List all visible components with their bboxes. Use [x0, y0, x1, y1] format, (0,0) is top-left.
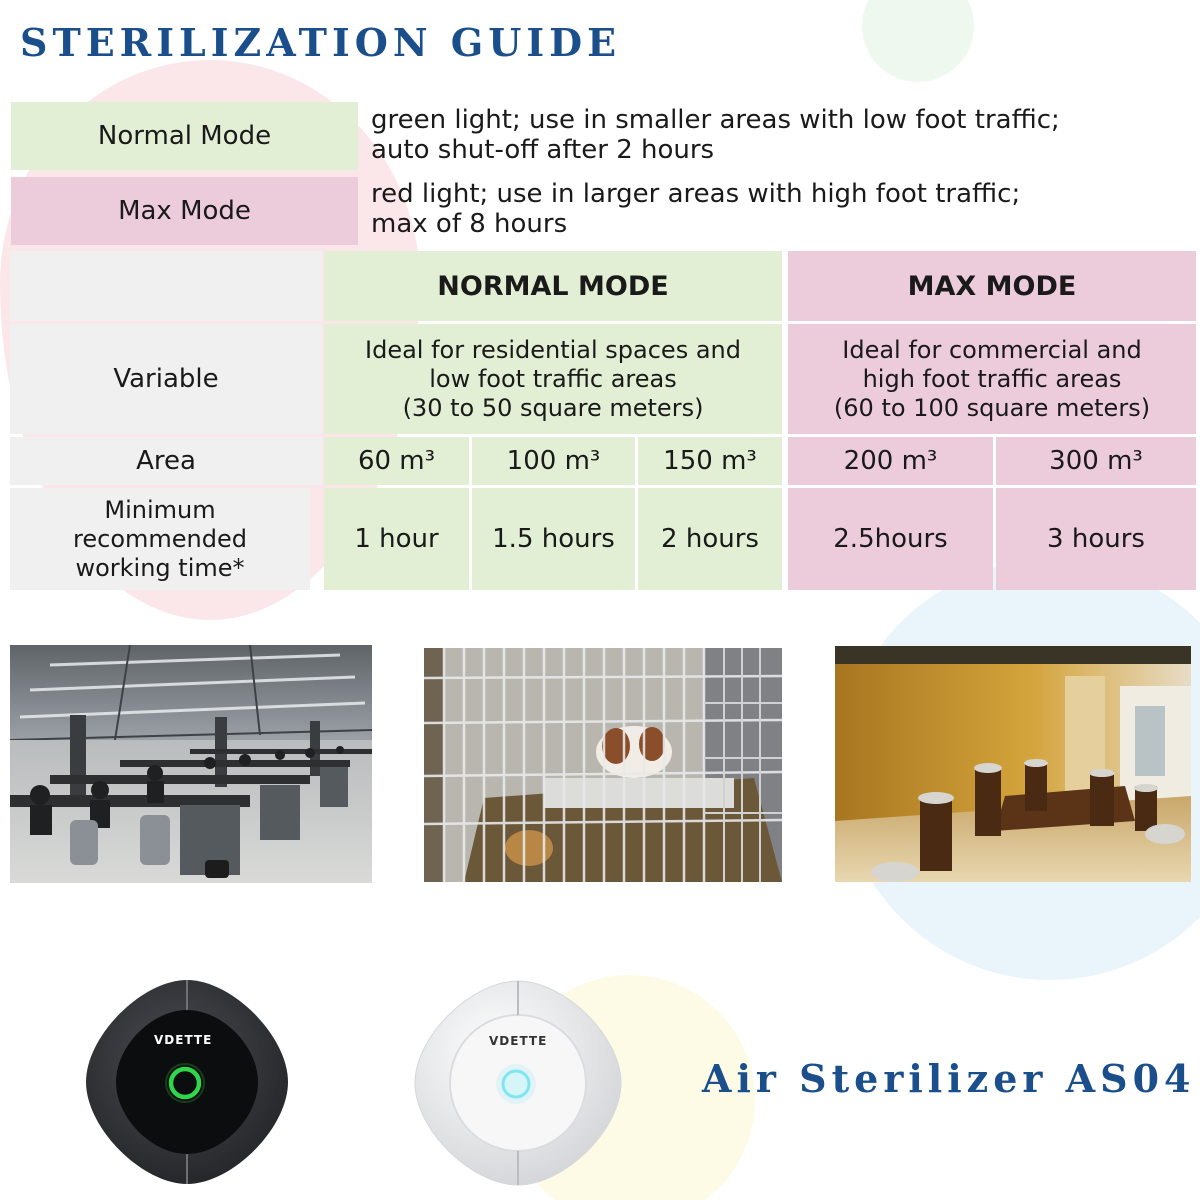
area-value: 150 m³ — [638, 437, 782, 485]
max-mode-description — [371, 179, 1191, 239]
working-time-label-line: Minimum — [104, 495, 216, 524]
normal-mode-header: NORMAL MODE — [324, 251, 782, 321]
normal-mode-desc-line1: green light; use in smaller areas with low foot traffic; — [371, 105, 1060, 135]
working-time-label-line: working time* — [75, 553, 245, 582]
max-ideal-line: Ideal for commercial and — [842, 335, 1142, 364]
max-mode-desc-line1: red light; use in larger areas with high foot traffic; — [371, 179, 1021, 209]
normal-mode-label: Normal Mode — [11, 102, 358, 170]
max-mode-label: Max Mode — [11, 177, 358, 245]
page-title: STERILIZATION GUIDE — [20, 20, 622, 65]
time-value: 3 hours — [996, 488, 1196, 590]
area-value: 200 m³ — [788, 437, 993, 485]
normal-ideal-line: low foot traffic areas — [429, 364, 677, 393]
dark-sterilizer-device — [82, 976, 292, 1188]
area-label: Area — [10, 437, 322, 485]
area-value: 300 m³ — [996, 437, 1196, 485]
max-mode-desc-line2: max of 8 hours — [371, 209, 568, 239]
max-ideal-cell — [788, 324, 1196, 434]
office-photo — [10, 645, 372, 883]
time-value: 2.5hours — [788, 488, 993, 590]
normal-ideal-cell — [324, 324, 782, 434]
bg-mint-circle — [862, 0, 974, 82]
time-value: 1 hour — [324, 488, 469, 590]
normal-mode-desc-line2: auto shut-off after 2 hours — [371, 135, 715, 165]
max-ideal-line: high foot traffic areas — [862, 364, 1122, 393]
variable-label: Variable — [10, 324, 322, 434]
dark-device-brand: VDETTE — [154, 1033, 213, 1047]
pet-cage-photo — [424, 648, 782, 882]
white-device-brand: VDETTE — [489, 1034, 548, 1048]
working-time-label-line: recommended — [73, 524, 247, 553]
lobby-photo — [835, 646, 1191, 882]
max-ideal-line: (60 to 100 square meters) — [833, 393, 1151, 422]
max-mode-header: MAX MODE — [788, 251, 1196, 321]
time-value: 2 hours — [638, 488, 782, 590]
working-time-label — [10, 488, 310, 590]
table-corner-cell — [10, 251, 322, 321]
product-name: Air Sterilizer AS04 — [702, 1056, 1196, 1101]
normal-ideal-line: Ideal for residential spaces and — [365, 335, 741, 364]
area-value: 100 m³ — [472, 437, 635, 485]
time-value: 1.5 hours — [472, 488, 635, 590]
normal-ideal-line: (30 to 50 square meters) — [402, 393, 704, 422]
area-value: 60 m³ — [324, 437, 469, 485]
white-sterilizer-device — [412, 978, 624, 1188]
normal-mode-description — [371, 105, 1191, 165]
